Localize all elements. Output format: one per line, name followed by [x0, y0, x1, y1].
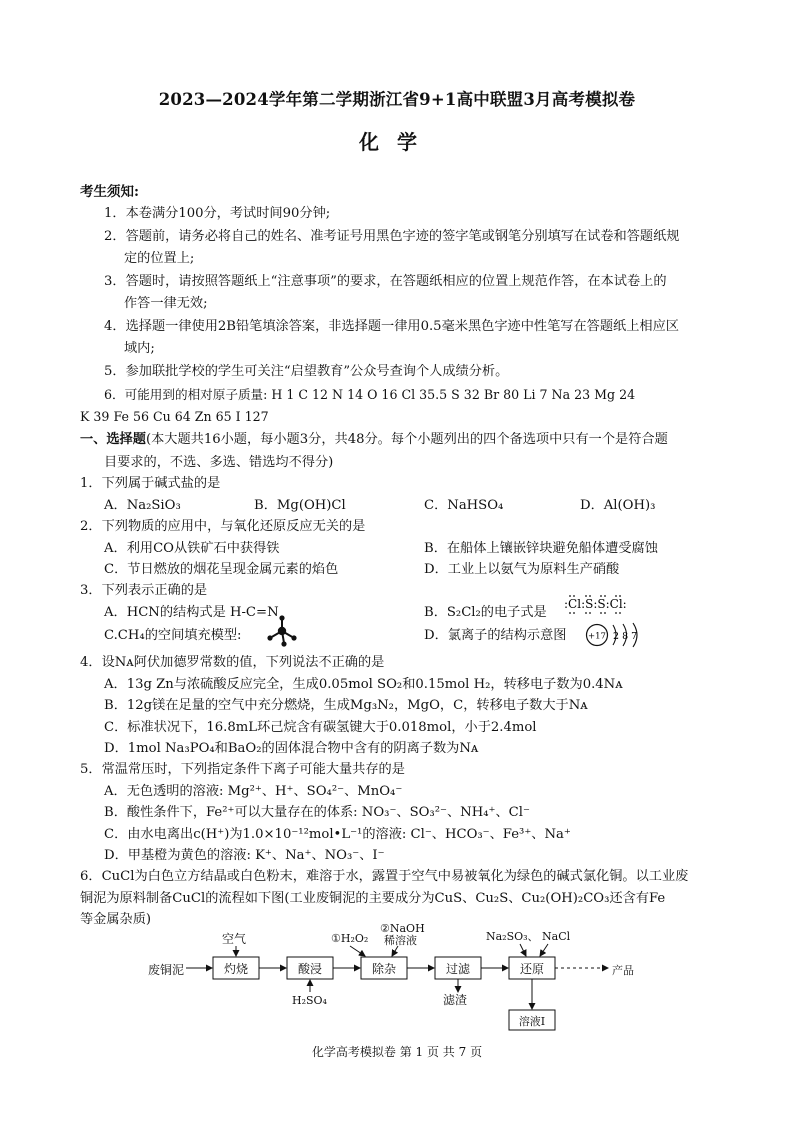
flow-acid-label: H₂SO₄ [292, 994, 327, 1007]
flow-product-label: 产品 [612, 964, 634, 977]
q3-option-c: C.CH₄的空间填充模型: [104, 628, 242, 643]
q2-option-d: D．工业上以氨气为原料生产硝酸 [424, 562, 620, 577]
notice-heading: 考生须知: [80, 184, 139, 200]
q1-option-d: D．Al(OH)₃ [580, 498, 656, 513]
q4-option-b: B．12g镁在足量的空气中充分燃烧，生成Mg₃N₂，MgO，C，转移电子数大于Nᴀ [104, 698, 588, 713]
chloride-ion-structure-diagram [582, 620, 662, 650]
svg-text:过滤: 过滤 [445, 962, 471, 976]
notice-line-6b: K 39 Fe 56 Cu 64 Zn 65 I 127 [80, 409, 269, 424]
q4-stem: 4．设Nᴀ阿伏加德罗常数的值，下列说法不正确的是 [80, 655, 385, 670]
page-footer: 化学高考模拟卷 第 1 页 共 7 页 [311, 1045, 483, 1059]
section-heading [80, 432, 668, 448]
q6-line-1: 6．CuCl为白色立方结晶或白色粉末，难溶于水，露置于空气中易被氧化为绿色的碱式氯化铜。以工业废 [80, 869, 689, 884]
q3-option-d: D．氯离子的结构示意图 [424, 628, 567, 643]
q5-stem: 5．常温常压时，下列指定条件下离子可能大量共存的是 [80, 762, 405, 777]
svg-text:还原: 还原 [519, 962, 545, 976]
notice-line-2b: 定的位置上; [124, 251, 195, 266]
flow-reagent-3: Na₂SO₃、 NaCl [486, 930, 571, 943]
flow-reagent-2b: 稀溶液 [384, 934, 417, 947]
q2-option-c: C．节日燃放的烟花呈现金属元素的焰色 [104, 562, 339, 577]
q5-option-a: A．无色透明的溶液: Mg²⁺、H⁺、SO₄²⁻、MnO₄⁻ [104, 784, 403, 799]
ch4-space-filling-model-icon [262, 614, 302, 648]
svg-text:灼烧: 灼烧 [223, 962, 249, 976]
q2-option-a: A．利用CO从铁矿石中获得铁 [104, 541, 280, 556]
q1-option-c: C．NaHSO₄ [424, 498, 504, 513]
notice-line-2: 2．答题前，请务必将自己的姓名、准考证号用黑色字迹的签字笔或钢笔分别填写在试卷和答题纸规 [104, 229, 680, 244]
notice-line-4: 4．选择题一律使用2B铅笔填涂答案，非选择题一律用0.5毫米黑色字迹中性笔写在答题纸上相应区 [104, 319, 679, 334]
q3-option-b: B．S₂Cl₂的电子式是 [424, 605, 547, 620]
q3-stem: 3．下列表示正确的是 [80, 583, 208, 598]
q6-line-2: 铜泥为原料制备CuCl的流程如下图(工业废铜泥的主要成分为CuS、Cu₂S、Cu₂(OH)₂CO₃还含有Fe [80, 891, 666, 906]
flow-air-label: 空气 [222, 932, 247, 946]
notice-line-1: 1．本卷满分100分，考试时间90分钟; [104, 206, 331, 221]
flow-input-label: 废铜泥 [148, 963, 185, 977]
q4-option-a: A．13g Zn与浓硫酸反应完全，生成0.05mol SO₂和0.15mol H₂，转移电子数为0.4Nᴀ [104, 677, 623, 692]
q4-option-d: D．1mol Na₃PO₄和BaO₂的固体混合物中含有的阴离子数为Nᴀ [104, 741, 479, 756]
q2-option-b: B．在船体上镶嵌锌块避免船体遭受腐蚀 [424, 541, 658, 556]
notice-line-3b: 作答一律无效; [124, 296, 208, 311]
svg-text:+17: +17 [588, 631, 606, 642]
section-desc-2: 目要求的，不选、多选、错选均不得分) [104, 455, 334, 470]
q4-option-c: C．标准状况下，16.8mL环己烷含有碳氢键大于0.018mol，小于2.4mol [104, 720, 537, 735]
svg-text:酸浸: 酸浸 [297, 962, 323, 976]
q2-stem: 2．下列物质的应用中，与氧化还原反应无关的是 [80, 519, 366, 534]
svg-text:溶液Ⅰ: 溶液Ⅰ [518, 1015, 546, 1028]
cucl-process-flow-diagram [140, 924, 700, 1034]
q3-option-a: A．HCN的结构式是 H-C=N [104, 605, 279, 620]
q5-option-c: C．由水电离出c(H⁺)为1.0×10⁻¹²mol•L⁻¹的溶液: Cl⁻、HCO₃⁻、Fe³⁺、Na⁺ [104, 827, 571, 842]
svg-text::Cl:S:S:Cl:: :Cl:S:S:Cl: [564, 597, 627, 611]
q6-line-3: 等金属杂质) [80, 912, 152, 927]
flow-reagent-2a: ②NaOH [380, 924, 425, 935]
q1-option-b: B．Mg(OH)Cl [254, 498, 346, 513]
q5-option-d: D．甲基橙为黄色的溶液: K⁺、Na⁺、NO₃⁻、I⁻ [104, 848, 385, 863]
svg-text:除杂: 除杂 [371, 962, 397, 976]
notice-line-3: 3．答题时，请按照答题纸上“注意事项”的要求，在答题纸相应的位置上规范作答，在本试卷上的 [104, 274, 667, 289]
flow-reagent-1: ①H₂O₂ [331, 932, 369, 945]
s2cl2-electron-formula [560, 592, 634, 616]
flow-residue-label: 滤渣 [443, 993, 468, 1007]
q1-option-a: A．Na₂SiO₃ [104, 498, 181, 513]
section-label: 一、选择题 [80, 432, 146, 447]
notice-line-5: 5．参加联批学校的学生可关注“启望教育”公众号查询个人成绩分析。 [104, 364, 509, 379]
notice-line-6: 6．可能用到的相对原子质量: H 1 C 12 N 14 O 16 Cl 35.5 S 32 Br 80 Li 7 Na 23 Mg 24 [104, 387, 636, 402]
q1-stem: 1．下列属于碱式盐的是 [80, 476, 221, 491]
svg-text:2 8 7: 2 8 7 [613, 631, 638, 642]
section-desc: (本大题共16小题，每小题3分，共48分。每个小题列出的四个备选项中只有一个是符合题 [145, 432, 668, 447]
notice-line-4b: 域内; [124, 341, 155, 356]
subject-title: 化学 [359, 130, 435, 154]
q5-option-b: B．酸性条件下，Fe²⁺可以大量存在的体系: NO₃⁻、SO₃²⁻、NH₄⁺、Cl⁻ [104, 805, 530, 820]
exam-title: 2023—2024学年第二学期浙江省9+1高中联盟3月高考模拟卷 [158, 90, 636, 109]
